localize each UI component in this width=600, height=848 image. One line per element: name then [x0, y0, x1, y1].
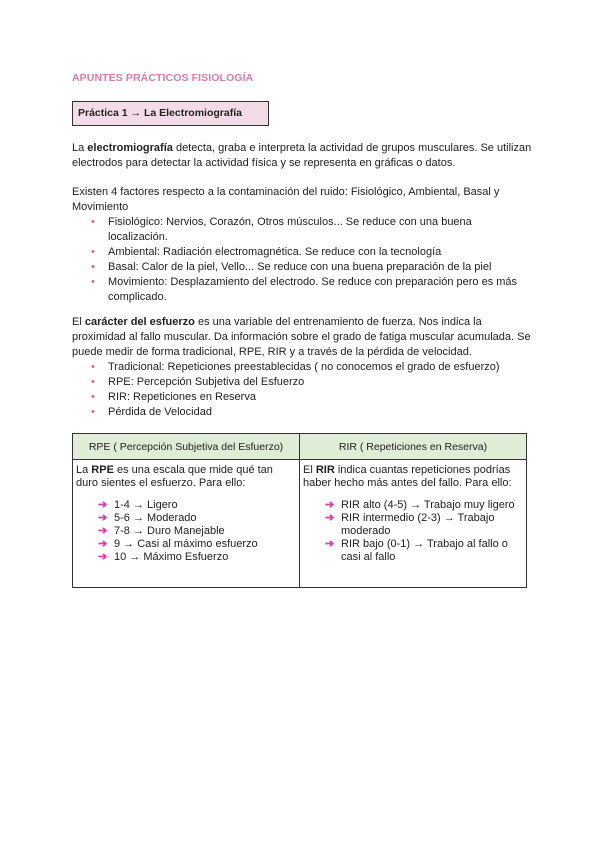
list-item: [72, 245, 532, 260]
rpe-column-header: RPE ( Percepción Subjetiva del Esfuerzo): [73, 434, 300, 460]
list-item: [303, 538, 523, 564]
rir-scale-list: [303, 499, 523, 564]
list-item: [76, 551, 296, 564]
comparison-table: [72, 433, 527, 588]
bullet-icon: •: [91, 376, 95, 388]
list-item: [76, 525, 296, 538]
factors-section: [72, 185, 532, 305]
arrow-right-icon: ➔: [98, 551, 108, 563]
list-item: [72, 405, 532, 420]
effort-term: carácter del esfuerzo: [84, 316, 195, 328]
effort-prefix: El: [72, 316, 85, 328]
list-item: [303, 512, 523, 538]
rir-column-header: RIR ( Repeticiones en Reserva): [300, 434, 527, 460]
list-item-text: 10 → Máximo Esfuerzo: [114, 551, 229, 563]
rir-desc-prefix: El: [303, 464, 316, 476]
bullet-icon: •: [91, 391, 95, 403]
factors-lead: Existen 4 factores respecto a la contaminación del ruido: Fisiológico, Ambiental, Basal y Movimiento: [72, 186, 500, 213]
list-item-text: Pérdida de Velocidad: [108, 406, 212, 418]
list-item-text: RPE: Percepción Subjetiva del Esfuerzo: [108, 376, 305, 388]
list-item-text: Basal: Calor de la piel, Vello... Se reduce con una buena preparación de la piel: [108, 261, 492, 273]
rpe-desc-rest: es una escala que mide qué tan duro sientes el esfuerzo. Para ello:: [76, 464, 273, 489]
arrow-right-icon: ➔: [325, 499, 335, 511]
list-item-text: RIR bajo (0-1) → Trabajo al fallo o casi al fallo: [341, 538, 508, 563]
list-item: [72, 375, 532, 390]
arrow-right-icon: ➔: [98, 525, 108, 537]
bullet-icon: •: [91, 261, 95, 273]
rpe-cell: [73, 460, 300, 588]
intro-rest: detecta, graba e interpreta la actividad de grupos musculares. Se utilizan electrodos para detectar la actividad física y se representa en gráficas o datos.: [72, 142, 532, 169]
effort-list: [72, 360, 532, 420]
bullet-icon: •: [91, 406, 95, 418]
effort-text: [72, 315, 532, 360]
intro-term: electromiografía: [87, 142, 173, 154]
list-item: [72, 360, 532, 375]
list-item-text: Tradicional: Repeticiones preestablecidas ( no conocemos el grado de esfuerzo): [108, 361, 500, 373]
intro-prefix: La: [72, 142, 88, 154]
rir-cell: [300, 460, 527, 588]
table-header-row: [73, 434, 527, 460]
factors-list: [72, 215, 532, 305]
rir-desc-term: RIR: [315, 464, 335, 476]
list-item-text: 1-4 → Ligero: [114, 499, 178, 511]
list-item-text: Movimiento: Desplazamiento del electrodo. Se reduce con preparación pero es más complicado.: [108, 276, 518, 303]
list-item: [303, 499, 523, 512]
list-item: [72, 260, 532, 275]
list-item-text: 5-6 → Moderado: [114, 512, 197, 524]
bullet-icon: •: [91, 361, 95, 373]
page-title: APUNTES PRÁCTICOS FISIOLOGÍA: [72, 72, 254, 84]
bullet-icon: •: [91, 276, 95, 288]
rpe-scale-list: [76, 499, 296, 564]
list-item: [76, 538, 296, 551]
table-row: [73, 460, 527, 588]
rir-desc-rest: indica cuantas repeticiones podrías haber hecho más antes del fallo. Para ello:: [303, 464, 512, 489]
arrow-right-icon: ➔: [98, 499, 108, 511]
list-item: [72, 275, 532, 305]
intro-paragraph: [72, 141, 532, 171]
rir-description: [303, 464, 523, 490]
rpe-description: [76, 464, 296, 490]
list-item-text: RIR intermedio (2-3) → Trabajo moderado: [341, 512, 495, 537]
intro-text: [72, 141, 532, 171]
arrow-right-icon: ➔: [325, 512, 335, 524]
list-item-text: RIR: Repeticiones en Reserva: [108, 391, 256, 403]
rpe-desc-prefix: La: [76, 464, 92, 476]
rpe-desc-term: RPE: [91, 464, 114, 476]
bullet-icon: •: [91, 216, 95, 228]
bullet-icon: •: [91, 246, 95, 258]
section-heading: Práctica 1 → La Electromiografía: [72, 101, 269, 126]
arrow-right-icon: ➔: [325, 538, 335, 550]
list-item-text: Fisiológico: Nervios, Corazón, Otros músculos... Se reduce con una buena localización.: [108, 216, 472, 243]
list-item-text: 9 → Casi al máximo esfuerzo: [114, 538, 258, 550]
arrow-right-icon: ➔: [98, 512, 108, 524]
arrow-right-icon: ➔: [98, 538, 108, 550]
list-item: [76, 499, 296, 512]
list-item: [76, 512, 296, 525]
list-item: [72, 215, 532, 245]
list-item: [72, 390, 532, 405]
list-item-text: 7-8 → Duro Manejable: [114, 525, 225, 537]
list-item-text: RIR alto (4-5) → Trabajo muy ligero: [341, 499, 515, 511]
list-item-text: Ambiental: Radiación electromagnética. Se reduce con la tecnología: [108, 246, 442, 258]
effort-rest: es una variable del entrenamiento de fuerza. Nos indica la proximidad al fallo muscular. Da información sobre el grado de fatiga muscular acumulada. Se puede medir de forma tradicional, RPE, RIR y a través de la pérdida de velocidad.: [72, 316, 531, 358]
effort-section: [72, 315, 532, 420]
